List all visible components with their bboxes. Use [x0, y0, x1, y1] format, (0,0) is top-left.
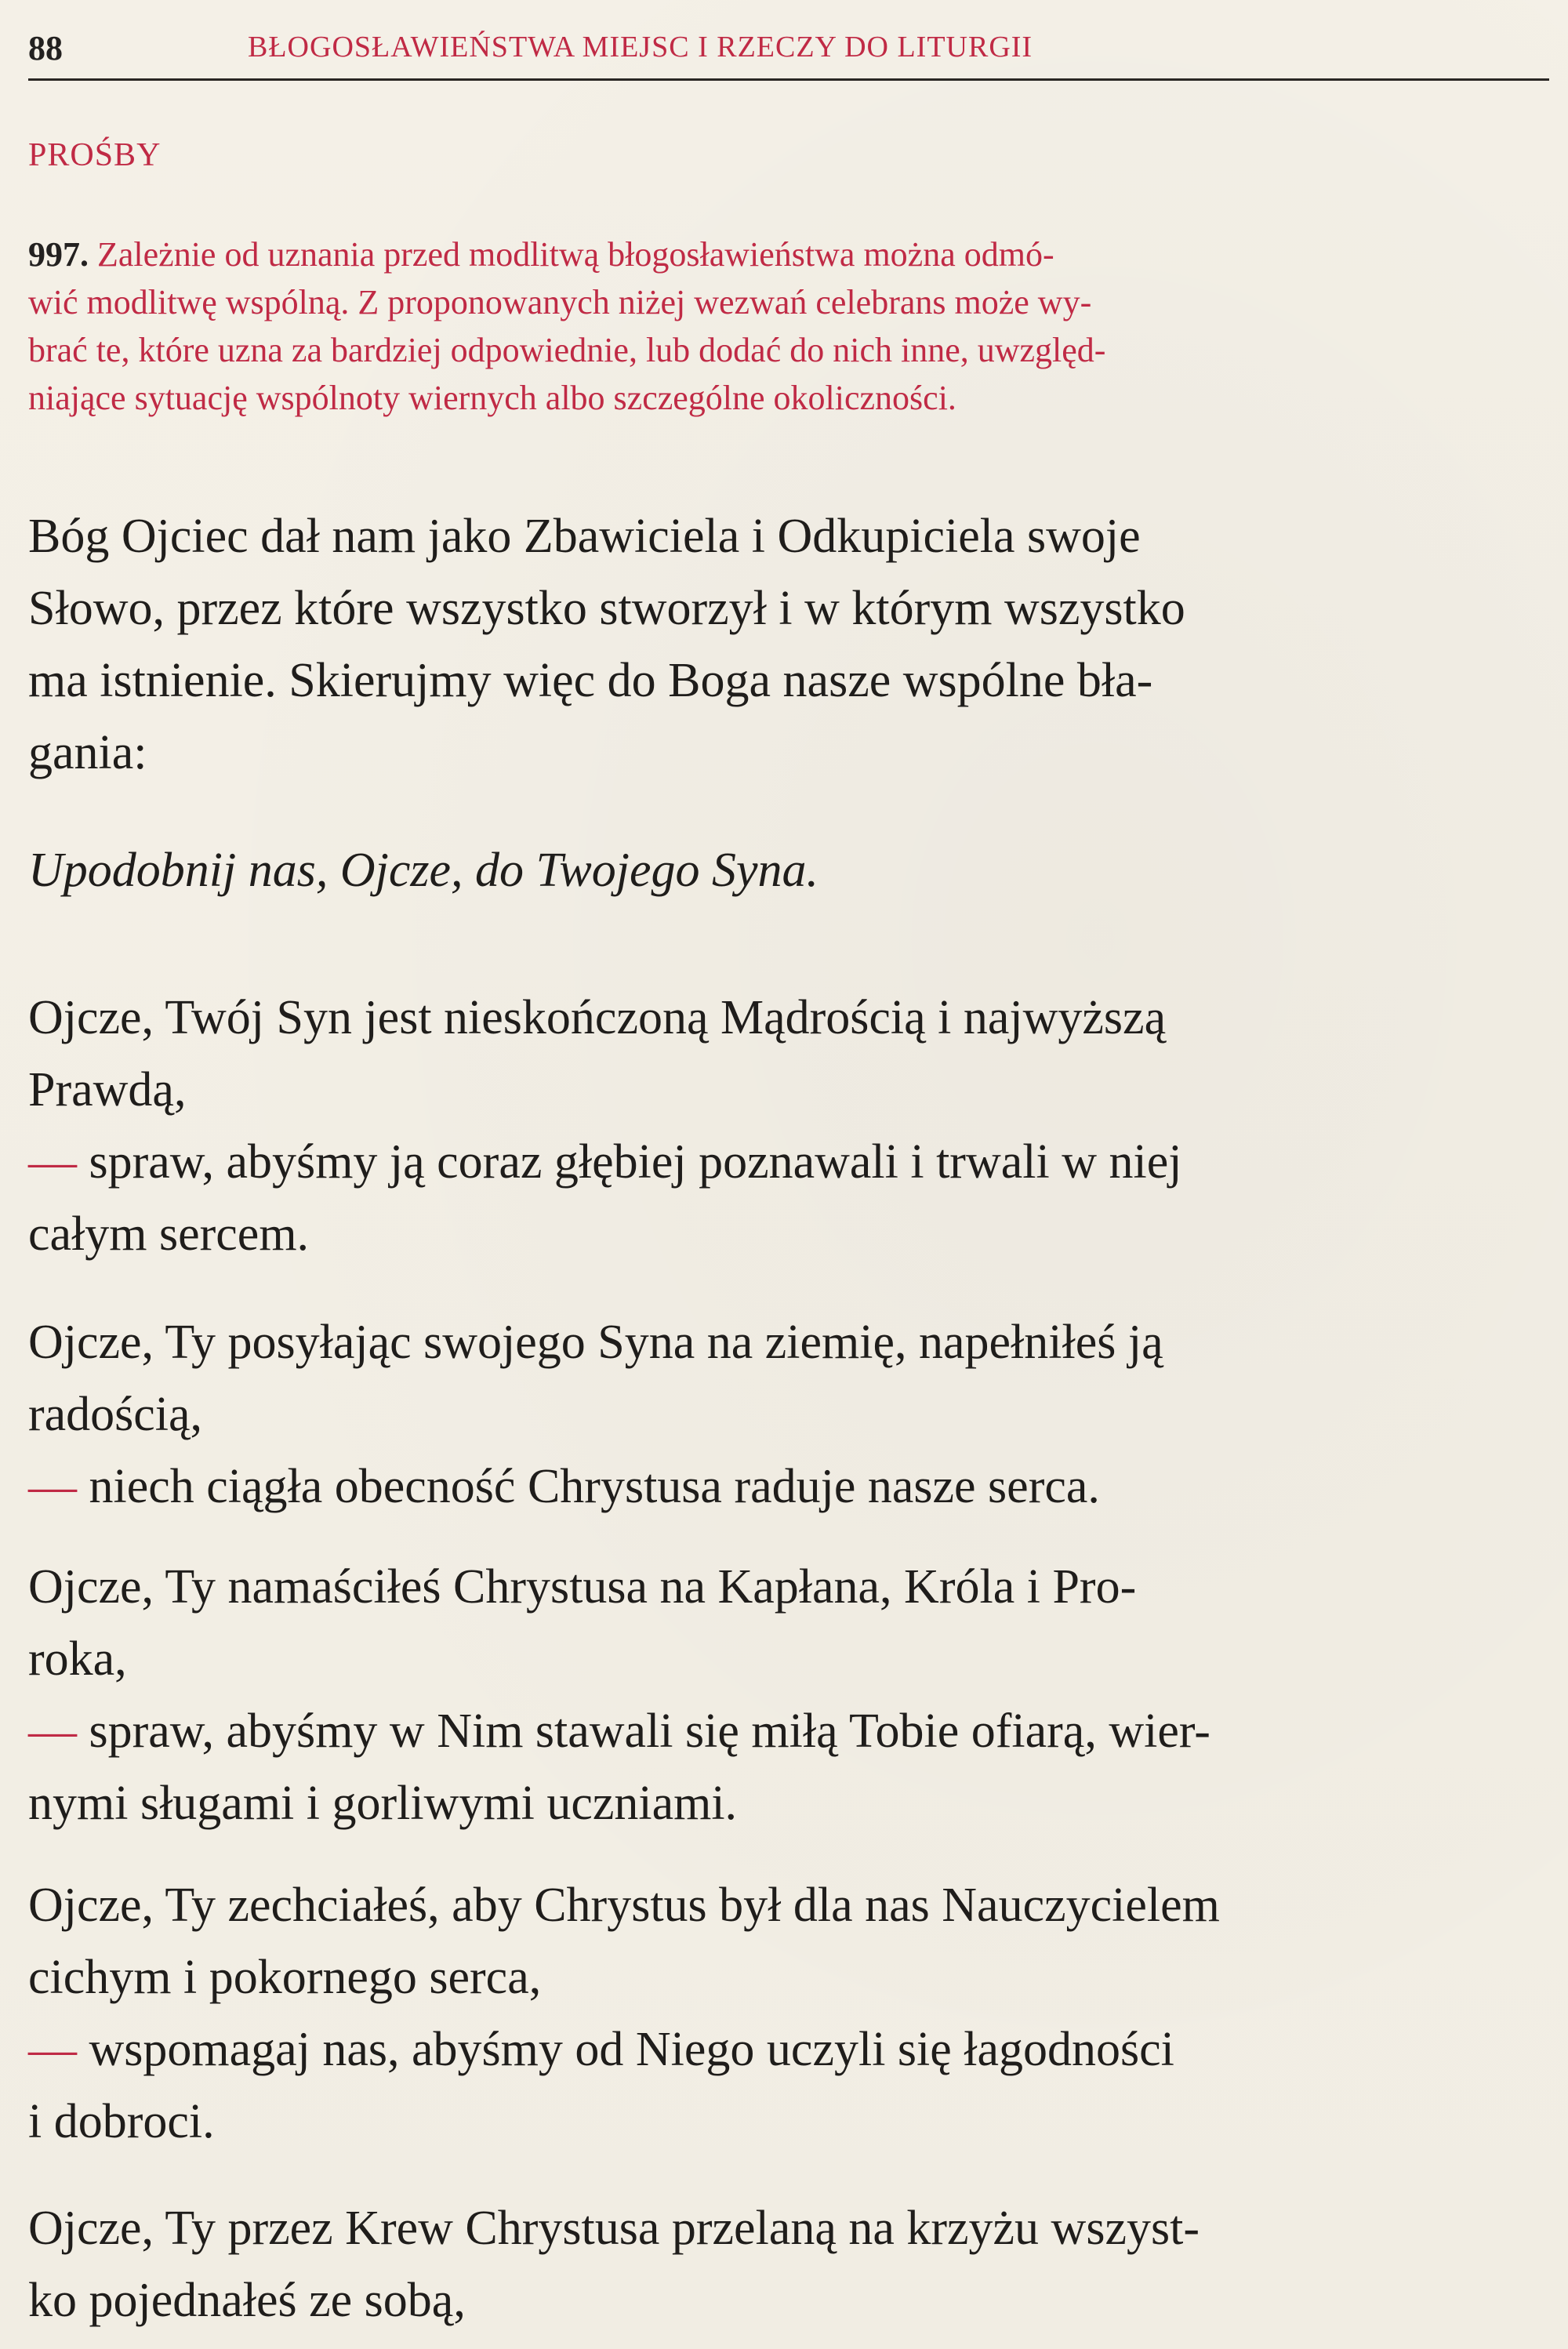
rubric-text-1: Zależnie od uznania przed modlitwą błogosławieństwa można odmó-: [97, 235, 1054, 274]
rubric-instruction: [28, 231, 1546, 422]
rubric-text-2: wić modlitwę wspólną. Z proponowanych niżej wezwań celebrans może wy-: [28, 283, 1092, 321]
page-header: [28, 22, 1549, 81]
petition-3-reply-text-1: spraw, abyśmy w Nim stawali się miłą Tobie ofiarą, wier-: [77, 1705, 1210, 1758]
rubric-number: 997.: [28, 235, 89, 274]
petition-4: [28, 1869, 1549, 2158]
dash-marker: —: [28, 1705, 77, 1758]
petition-5-line-2: ko pojednałeś ze sobą,: [28, 2274, 466, 2327]
petition-2: [28, 1306, 1549, 1523]
petition-4-reply-line-2: i dobroci.: [28, 2095, 215, 2148]
petition-2-reply-text-1: niech ciągła obecność Chrystusa raduje nasze serca.: [77, 1460, 1100, 1513]
petition-2-line-2: radością,: [28, 1388, 203, 1441]
petition-1-reply-line-1: [28, 1126, 1549, 1198]
petition-4-reply-line-1: [28, 2013, 1549, 2086]
petition-5-line-1: Ojcze, Ty przez Krew Chrystusa przelaną na krzyżu wszyst-: [28, 2202, 1200, 2255]
petition-1-line-1: Ojcze, Twój Syn jest nieskończoną Mądrością i najwyższą: [28, 991, 1167, 1044]
petition-2-line-1: Ojcze, Ty posyłając swojego Syna na ziemię, napełniłeś ją: [28, 1316, 1163, 1369]
dash-marker: —: [28, 2023, 77, 2076]
response-line: Upodobnij nas, Ojcze, do Twojego Syna.: [28, 844, 819, 897]
rubric-line-1: [28, 231, 1546, 278]
petition-4-line-1: Ojcze, Ty zechciałeś, aby Chrystus był dla nas Nauczycielem: [28, 1879, 1220, 1932]
petition-1-reply-text-1: spraw, abyśmy ją coraz głębiej poznawali i trwali w niej: [77, 1135, 1182, 1189]
dash-marker: —: [28, 1135, 77, 1189]
introduction-paragraph: [28, 500, 1549, 789]
petition-1: [28, 982, 1549, 1270]
petition-5: [28, 2192, 1549, 2336]
petition-4-reply-text-1: wspomagaj nas, abyśmy od Niego uczyli się łagodności: [77, 2023, 1174, 2076]
introduction-line-2: Słowo, przez które wszystko stworzył i w którym wszystko: [28, 582, 1185, 635]
petition-4-line-2: cichym i pokornego serca,: [28, 1951, 542, 2004]
running-head: BŁOGOSŁAWIEŃSTWA MIEJSC I RZECZY DO LITURGII: [248, 31, 1033, 64]
petition-3-line-1: Ojcze, Ty namaściłeś Chrystusa na Kapłana, Króla i Pro-: [28, 1560, 1137, 1614]
petition-1-reply-line-2: całym sercem.: [28, 1207, 310, 1261]
petition-3-reply-line-1: [28, 1695, 1549, 1767]
rubric-text-4: niające sytuację wspólnoty wiernych albo szczególne okoliczności.: [28, 379, 956, 417]
petition-3-reply-line-2: nymi sługami i gorliwymi uczniami.: [28, 1777, 738, 1830]
rubric-text-3: brać te, które uzna za bardziej odpowiednie, lub dodać do nich inne, uwzględ-: [28, 331, 1106, 369]
petition-3-line-2: roka,: [28, 1632, 127, 1686]
dash-marker: —: [28, 1460, 77, 1513]
petition-3: [28, 1551, 1549, 1839]
introduction-line-3: ma istnienie. Skierujmy więc do Boga nasze wspólne bła-: [28, 654, 1153, 707]
section-heading: PROŚBY: [28, 137, 162, 173]
introduction-line-4: gania:: [28, 726, 147, 779]
introduction-line-1: Bóg Ojciec dał nam jako Zbawiciela i Odkupiciela swoje: [28, 510, 1141, 563]
petition-1-line-2: Prawdą,: [28, 1063, 187, 1116]
petition-2-reply-line-1: [28, 1450, 1549, 1523]
page-number: 88: [28, 29, 63, 67]
